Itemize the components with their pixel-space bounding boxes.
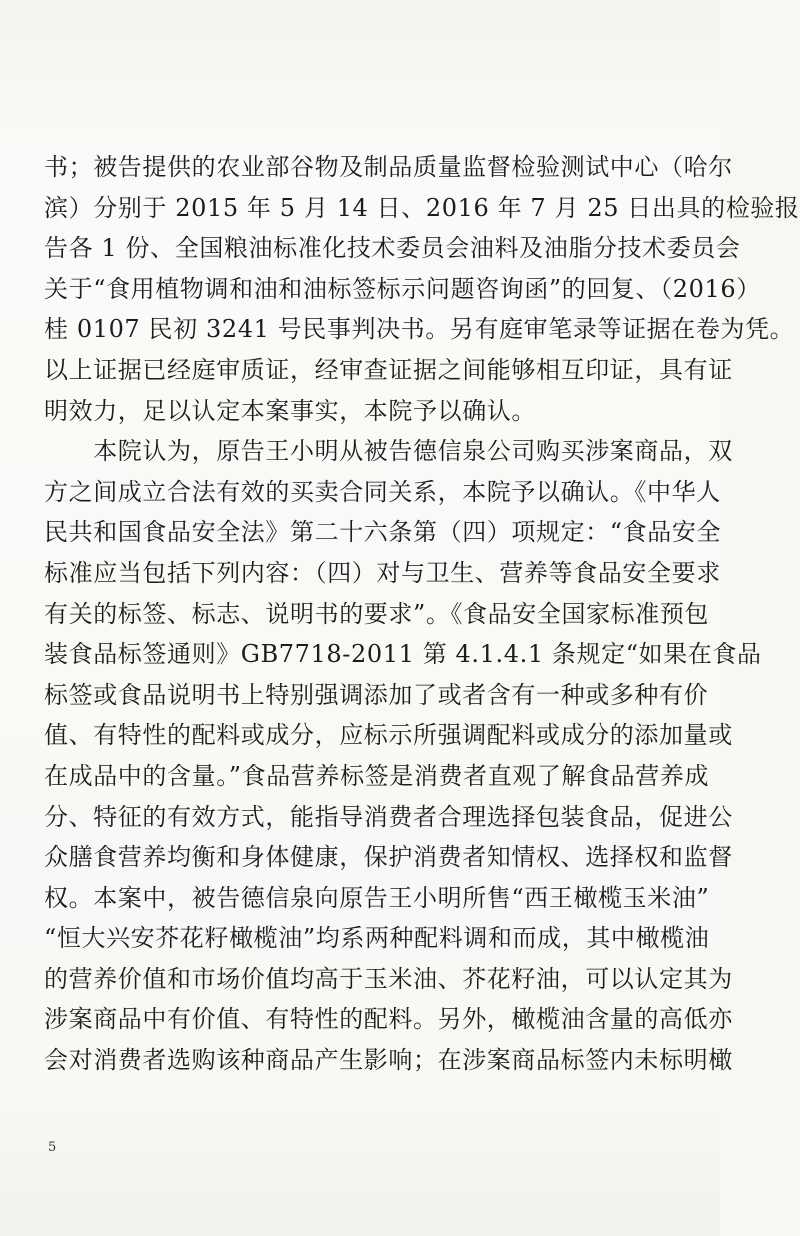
text-line: “恒大兴安芥花籽橄榄油”均系两种配料调和而成，其中橄榄油 [44, 924, 710, 953]
text-line: 会对消费者选购该种商品产生影响；在涉案商品标签内未标明橄 [44, 1046, 733, 1075]
text-line: 标签或食品说明书上特别强调添加了或者含有一种或多种有价 [44, 680, 709, 709]
text-line: 告各 1 份、全国粮油标准化技术委员会油料及油脂分技术委员会 [44, 234, 741, 263]
text-line: 滨）分别于 2015 年 5 月 14 日、2016 年 7 月 25 日出具的检验报 [44, 193, 800, 222]
text-line: 以上证据已经庭审质证，经审查证据之间能够相互印证，具有证 [44, 355, 733, 384]
text-line: 值、有特性的配料或成分，应标示所强调配料或成分的添加量或 [44, 721, 733, 750]
text-line: 的营养价值和市场价值均高于玉米油、芥花籽油，可以认定其为 [44, 964, 733, 993]
text-line: 权。本案中，被告德信泉向原告王小明所售“西王橄榄玉米油” [44, 883, 710, 912]
text-line: 关于“食用植物调和油和油标签标示问题咨询函”的回复、（2016） [44, 274, 761, 303]
text-line: 涉案商品中有价值、有特性的配料。另外，橄榄油含量的高低亦 [44, 1005, 733, 1034]
text-line: 众膳食营养均衡和身体健康，保护消费者知情权、选择权和监督 [44, 843, 733, 872]
text-line: 桂 0107 民初 3241 号民事判决书。另有庭审笔录等证据在卷为凭。 [44, 315, 795, 344]
text-line: 民共和国食品安全法》第二十六条第（四）项规定：“食品安全 [44, 518, 722, 547]
text-line: 装食品标签通则》GB7718-2011 第 4.1.4.1 条规定“如果在食品 [44, 640, 762, 669]
judgment-text [44, 147, 800, 1081]
text-line: 分、特征的有效方式，能指导消费者合理选择包装食品，促进公 [44, 802, 733, 831]
text-line: 本院认为，原告王小明从被告德信泉公司购买涉案商品，双 [44, 437, 733, 466]
page-number: 5 [48, 1140, 57, 1155]
text-line: 书；被告提供的农业部谷物及制品质量监督检验测试中心（哈尔 [44, 153, 733, 181]
text-line: 在成品中的含量。”食品营养标签是消费者直观了解食品营养成 [44, 761, 710, 790]
text-line: 标准应当包括下列内容：（四）对与卫生、营养等食品安全要求 [44, 558, 721, 587]
text-line: 方之间成立合法有效的买卖合同关系，本院予以确认。《中华人 [44, 477, 721, 506]
text-line: 有关的标签、标志、说明书的要求”。《食品安全国家标准预包 [44, 599, 710, 628]
text-line: 明效力，足以认定本案事实，本院予以确认。 [44, 396, 536, 425]
